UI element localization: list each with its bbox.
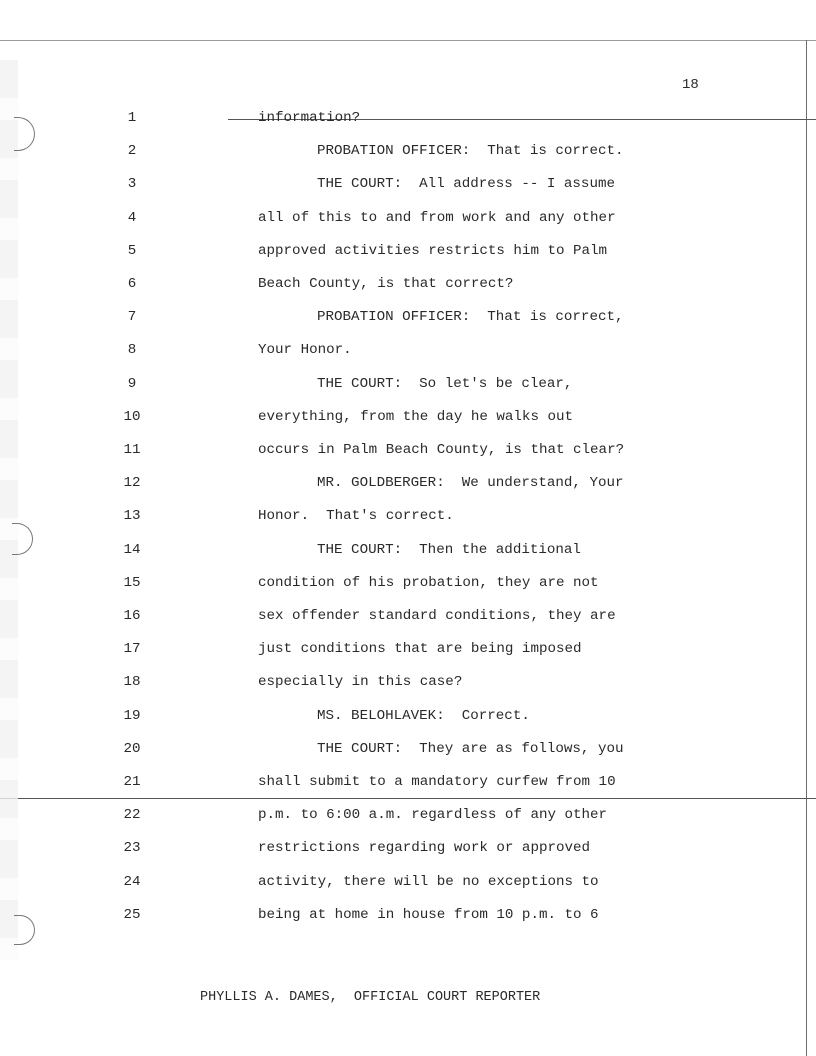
- transcript-line: [0, 542, 816, 566]
- line-text: everything, from the day he walks out: [258, 409, 574, 425]
- scan-line-lower: [0, 798, 816, 799]
- transcript-line: [0, 110, 816, 134]
- transcript-line: [0, 741, 816, 765]
- transcript-line: [0, 143, 816, 167]
- line-number: 25: [123, 907, 141, 923]
- line-number: 17: [123, 641, 141, 657]
- line-text: Beach County, is that correct?: [258, 276, 514, 292]
- transcript-line: [0, 409, 816, 433]
- line-text: just conditions that are being imposed: [258, 641, 582, 657]
- transcript-line: [0, 210, 816, 234]
- line-number: 9: [127, 376, 137, 392]
- line-number: 1: [127, 110, 137, 126]
- line-text: information?: [258, 110, 361, 126]
- line-number: 12: [123, 475, 141, 491]
- line-number: 16: [123, 608, 141, 624]
- transcript-line: [0, 575, 816, 599]
- line-text: THE COURT: All address -- I assume: [317, 176, 615, 192]
- line-number: 11: [123, 442, 141, 458]
- line-number: 13: [123, 508, 141, 524]
- line-text: Honor. That's correct.: [258, 508, 454, 524]
- transcript-line: [0, 276, 816, 300]
- line-text: condition of his probation, they are not: [258, 575, 599, 591]
- line-text: PROBATION OFFICER: That is correct.: [317, 143, 624, 159]
- line-text: MR. GOLDBERGER: We understand, Your: [317, 475, 624, 491]
- line-text: all of this to and from work and any other: [258, 210, 616, 226]
- line-text: restrictions regarding work or approved: [258, 840, 591, 856]
- transcript-line: [0, 907, 816, 931]
- line-number: 5: [127, 243, 137, 259]
- transcript-line: [0, 708, 816, 732]
- transcript-line: [0, 874, 816, 898]
- line-text: MS. BELOHLAVEK: Correct.: [317, 708, 530, 724]
- line-number: 22: [123, 807, 141, 823]
- transcript-line: [0, 342, 816, 366]
- page-number: 18: [682, 77, 699, 93]
- court-reporter-footer: PHYLLIS A. DAMES, OFFICIAL COURT REPORTER: [200, 990, 541, 1005]
- line-number: 7: [127, 309, 137, 325]
- transcript-line: [0, 608, 816, 632]
- line-text: shall submit to a mandatory curfew from 10: [258, 774, 616, 790]
- transcript-line: [0, 442, 816, 466]
- line-text: THE COURT: They are as follows, you: [317, 741, 624, 757]
- line-number: 24: [123, 874, 141, 890]
- line-text: being at home in house from 10 p.m. to 6: [258, 907, 599, 923]
- line-number: 15: [123, 575, 141, 591]
- transcript-line: [0, 807, 816, 831]
- line-text: activity, there will be no exceptions to: [258, 874, 599, 890]
- line-text: p.m. to 6:00 a.m. regardless of any other: [258, 807, 608, 823]
- line-number: 21: [123, 774, 141, 790]
- line-text: THE COURT: So let's be clear,: [317, 376, 573, 392]
- line-number: 18: [123, 674, 141, 690]
- transcript-line: [0, 508, 816, 532]
- line-text: especially in this case?: [258, 674, 463, 690]
- transcript-line: [0, 840, 816, 864]
- transcript-line: [0, 674, 816, 698]
- line-number: 4: [127, 210, 137, 226]
- line-number: 14: [123, 542, 141, 558]
- line-number: 20: [123, 741, 141, 757]
- line-number: 3: [127, 176, 137, 192]
- transcript-line: [0, 376, 816, 400]
- line-number: 6: [127, 276, 137, 292]
- line-number: 10: [123, 409, 141, 425]
- transcript-line: [0, 176, 816, 200]
- line-text: occurs in Palm Beach County, is that clear?: [258, 442, 625, 458]
- transcript-line: [0, 243, 816, 267]
- transcript-line: [0, 309, 816, 333]
- line-text: Your Honor.: [258, 342, 352, 358]
- line-text: approved activities restricts him to Palm: [258, 243, 608, 259]
- transcript-line: [0, 475, 816, 499]
- line-number: 2: [127, 143, 137, 159]
- transcript-line: [0, 641, 816, 665]
- line-number: 19: [123, 708, 141, 724]
- line-number: 23: [123, 840, 141, 856]
- line-text: sex offender standard conditions, they are: [258, 608, 616, 624]
- line-text: THE COURT: Then the additional: [317, 542, 581, 558]
- line-text: PROBATION OFFICER: That is correct,: [317, 309, 624, 325]
- transcript-line: [0, 774, 816, 798]
- top-border: [0, 40, 816, 41]
- line-number: 8: [127, 342, 137, 358]
